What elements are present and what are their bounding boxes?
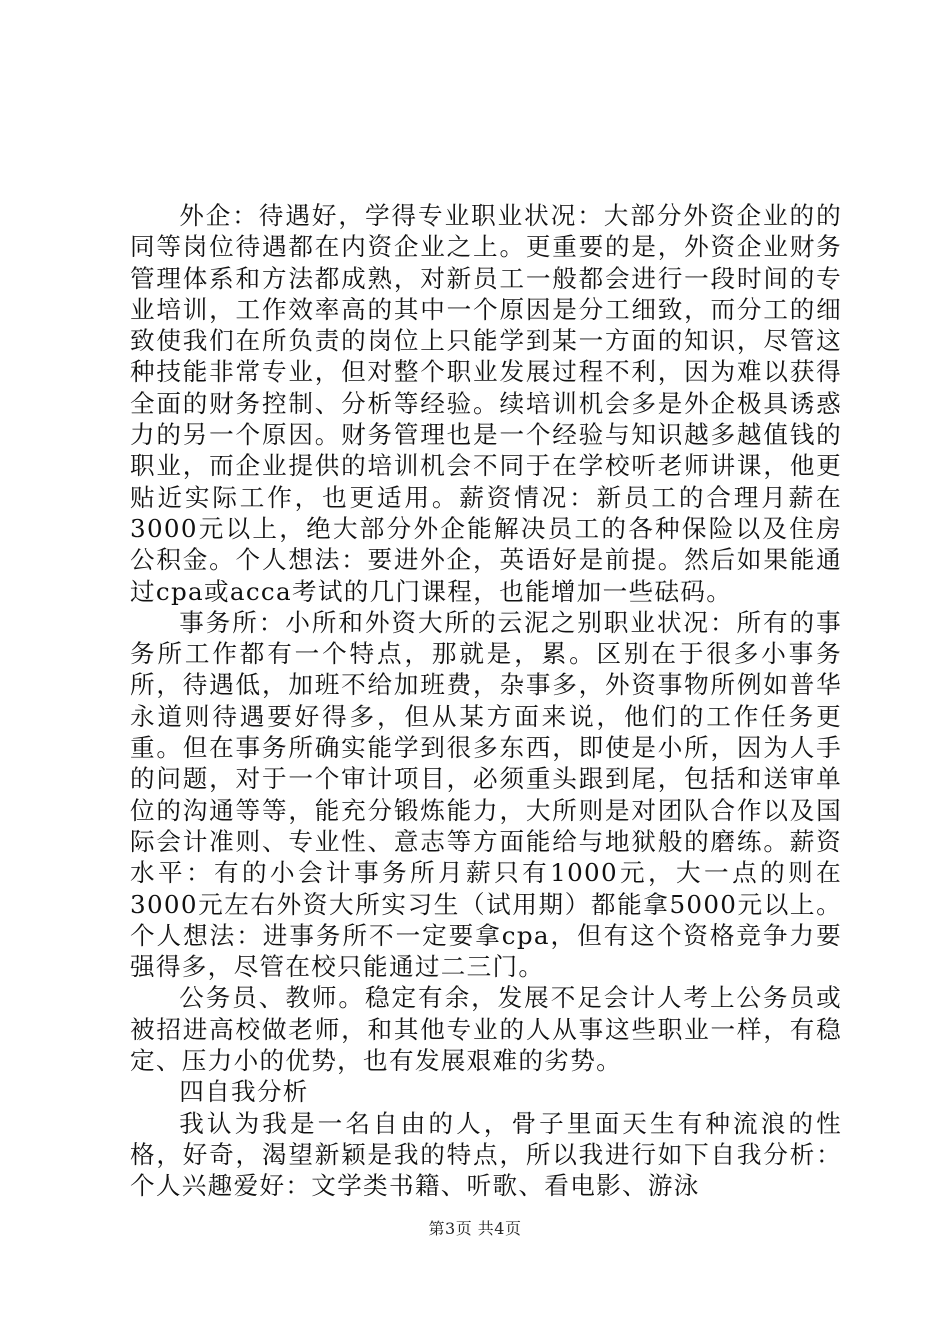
- paragraph-accounting-firm: 事务所：小所和外资大所的云泥之别职业状况：所有的事务所工作都有一个特点，那就是，累。区别在于很多小事务所，待遇低，加班不给加班费，杂事多，外资事物所例如普华永道则待遇要好得多，但从某方面来说，他们的工作任务更重。但在事务所确实能学到很多东西，即使是小所，因为人手的问题，对于一个审计项目，必须重头跟到尾，包括和送审单位的沟通等等，能充分锻炼能力，大所则是对团队合作以及国际会计准则、专业性、意志等方面能给与地狱般的磨练。薪资水平：有的小会计事务所月薪只有1000元，大一点的则在3000元左右外资大所实习生（试用期）都能拿5000元以上。个人想法：进事务所不一定要拿cpa，但有这个资格竞争力要强得多，尽管在校只能通过二三门。: [130, 607, 842, 982]
- paragraph-civil-servant-teacher: 公务员、教师。稳定有余，发展不足会计人考上公务员或被招进高校做老师，和其他专业的人从事这些职业一样，有稳定、压力小的优势，也有发展艰难的劣势。: [130, 983, 842, 1076]
- paragraph-self-analysis: 我认为我是一名自由的人，骨子里面天生有种流浪的性格，好奇，渴望新颖是我的特点，所以我进行如下自我分析：个人兴趣爱好：文学类书籍、听歌、看电影、游泳: [130, 1108, 842, 1201]
- page-footer: 第3页 共4页: [428, 1219, 522, 1238]
- section-heading-self-analysis: 四自我分析: [179, 1077, 309, 1107]
- document-body: [130, 200, 842, 1202]
- paragraph-foreign-enterprise: 外企：待遇好，学得专业职业状况：大部分外资企业的的同等岗位待遇都在内资企业之上。更重要的是，外资企业财务管理体系和方法都成熟，对新员工一般都会进行一段时间的专业培训，工作效率高的其中一个原因是分工细致，而分工的细致使我们在所负责的岗位上只能学到某一方面的知识，尽管这种技能非常专业，但对整个职业发展过程不利，因为难以获得全面的财务控制、分析等经验。续培训机会多是外企极具诱惑力的另一个原因。财务管理也是一个经验与知识越多越值钱的职业，而企业提供的培训机会不同于在学校听老师讲课，他更贴近实际工作，也更适用。薪资情况：新员工的合理月薪在3000元以上，绝大部分外企能解决员工的各种保险以及住房公积金。个人想法：要进外企，英语好是前提。然后如果能通过cpa或acca考试的几门课程，也能增加一些砝码。: [130, 201, 842, 606]
